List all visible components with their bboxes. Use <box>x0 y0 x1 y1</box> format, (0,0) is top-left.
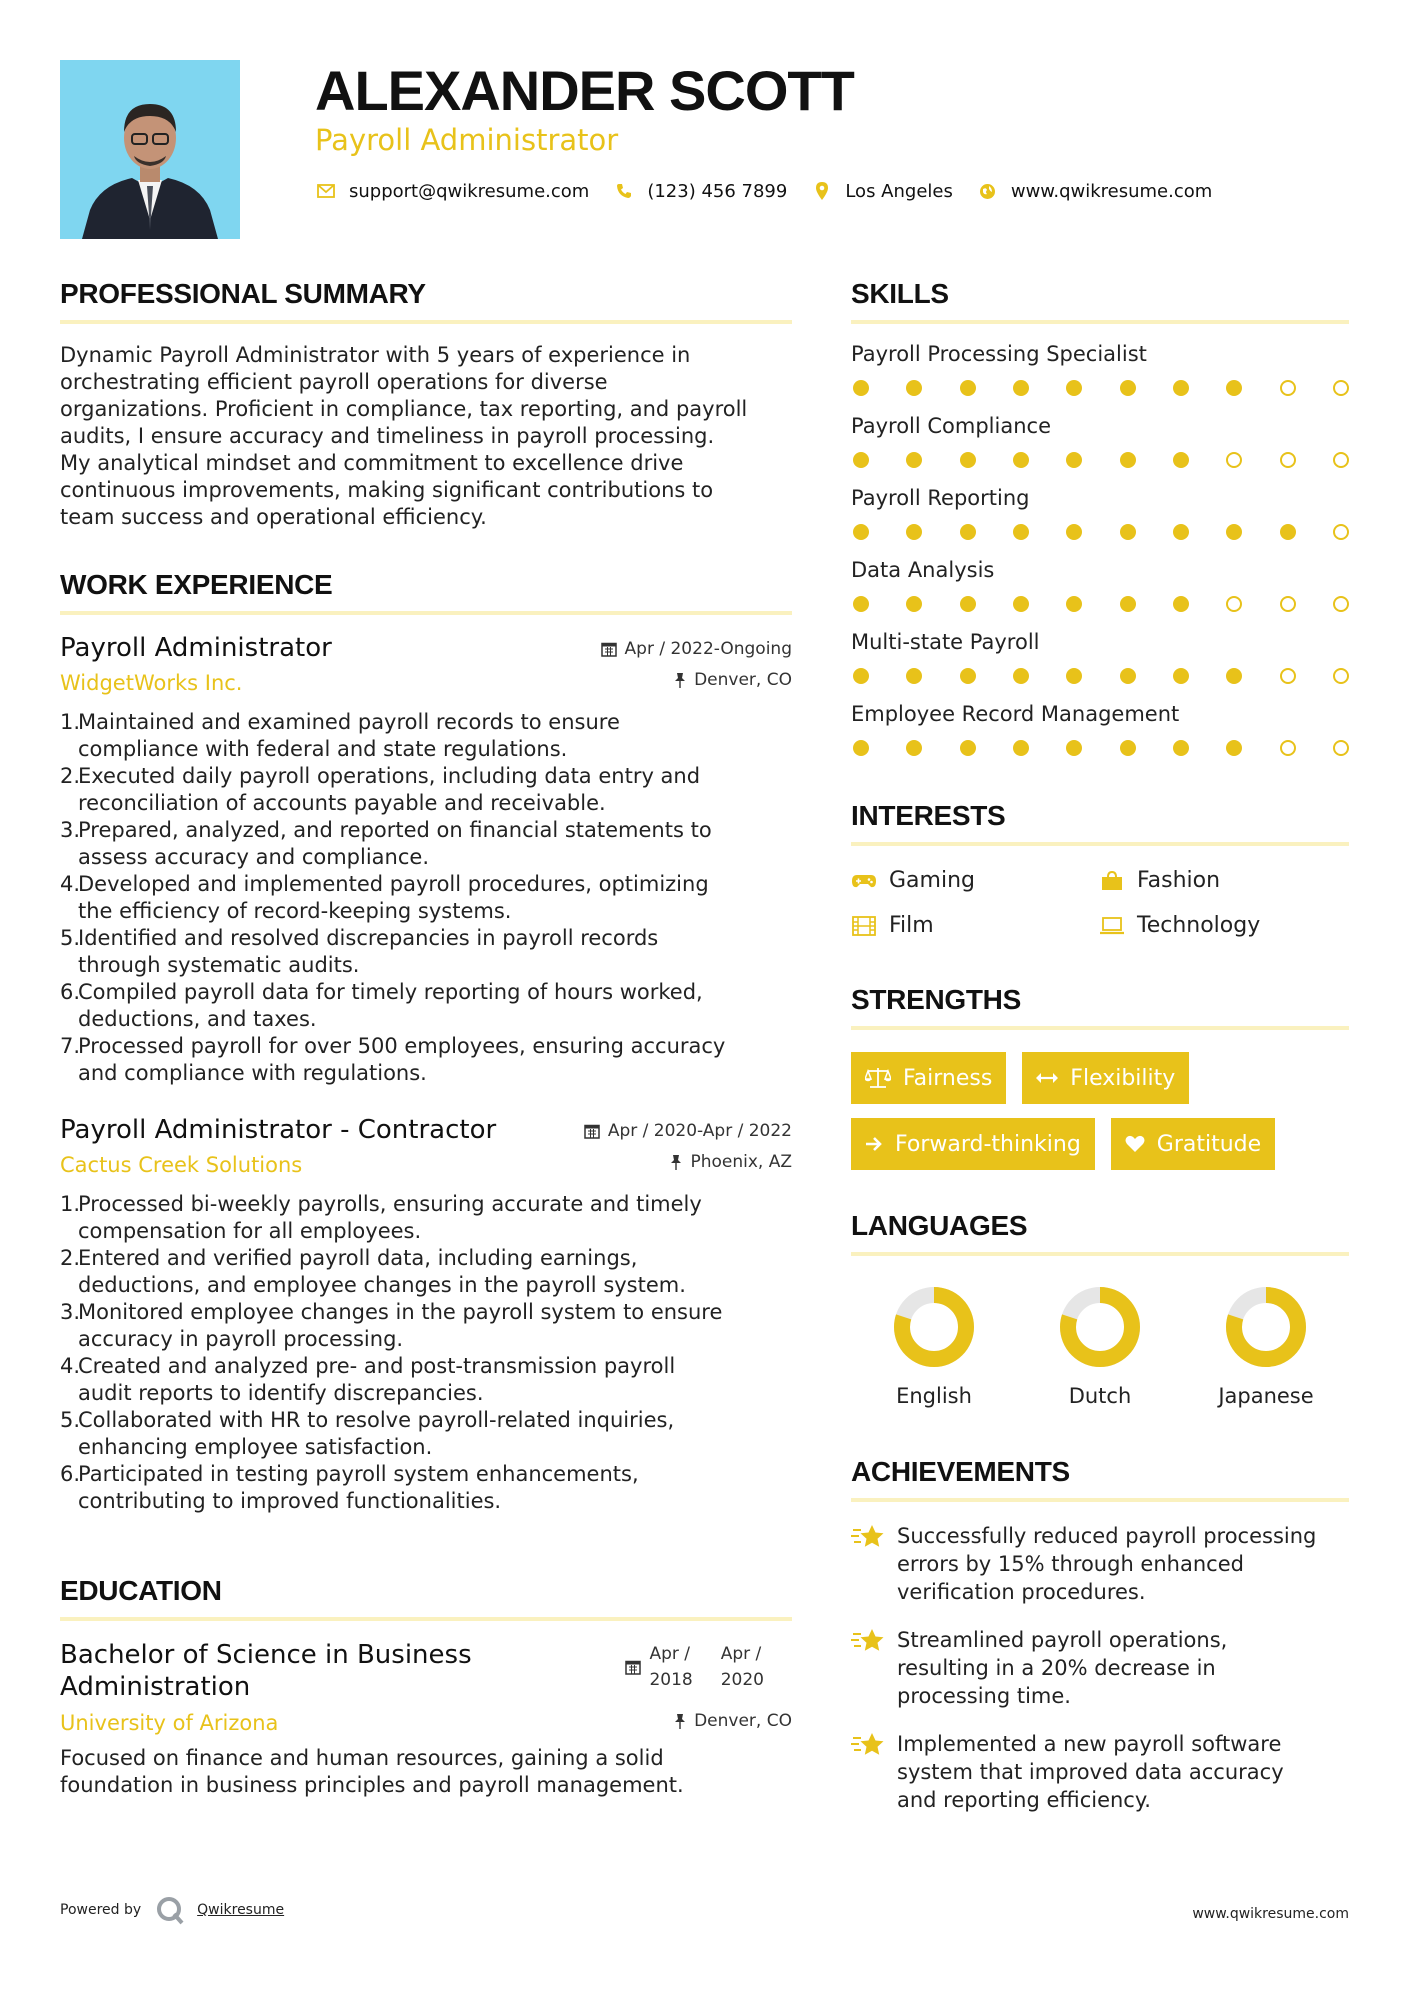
rating-dot-filled <box>960 740 976 756</box>
language-proficiency-donut <box>1223 1284 1309 1370</box>
rating-dot-filled <box>1013 596 1029 612</box>
job-company: Cactus Creek Solutions <box>60 1153 303 1177</box>
rating-dot-empty <box>1226 452 1242 468</box>
job-dates <box>601 639 792 659</box>
section-divider <box>60 611 792 615</box>
section-divider <box>60 320 792 324</box>
skill-rating <box>851 452 1349 468</box>
contact-location-text: Los Angeles <box>845 180 953 202</box>
skill-rating <box>851 524 1349 540</box>
calendar-icon <box>584 1123 600 1139</box>
rating-dot-filled <box>853 380 869 396</box>
contact-email-text: support@qwikresume.com <box>349 180 590 202</box>
education-desc-line: foundation in business principles and payroll management. <box>60 1773 684 1797</box>
interests-title: INTERESTS <box>851 800 1006 831</box>
list-item: 4. Created and analyzed pre- and post-transmission payroll audit reports to identify discrepancies. <box>60 1354 676 1405</box>
skills-list <box>851 342 1349 756</box>
language-item <box>1183 1284 1349 1408</box>
list-item: 3. Monitored employee changes in the payroll system to ensure accuracy in payroll processing. <box>60 1300 723 1351</box>
language-name: English <box>896 1384 972 1408</box>
person-avatar-icon <box>60 60 240 239</box>
map-pin-icon <box>811 180 833 202</box>
skills-section <box>851 278 1349 756</box>
section-divider <box>851 1498 1349 1502</box>
interest-label: Fashion <box>1137 868 1221 893</box>
rating-dot-filled <box>853 452 869 468</box>
rating-dot-filled <box>1173 740 1189 756</box>
skill-item <box>851 414 1349 468</box>
education-dates <box>625 1641 792 1693</box>
section-divider <box>851 1026 1349 1030</box>
language-proficiency-donut <box>891 1284 977 1370</box>
interest-item <box>1099 913 1349 938</box>
skills-title: SKILLS <box>851 278 949 309</box>
rating-dot-filled <box>1066 668 1082 684</box>
list-item: 7. Processed payroll for over 500 employees, ensuring accuracy and compliance with regulations. <box>60 1034 726 1085</box>
list-item: 2. Executed daily payroll operations, including data entry and reconciliation of accounts payable and receivable. <box>60 764 701 815</box>
rating-dot-filled <box>1226 524 1242 540</box>
education-section <box>60 1575 792 1799</box>
right-column <box>851 278 1349 1814</box>
education-title: EDUCATION <box>60 1575 222 1606</box>
contact-phone-text: (123) 456 7899 <box>647 180 788 202</box>
qwikresume-link[interactable]: Qwikresume <box>197 1902 285 1918</box>
summary-line: audits, I ensure accuracy and timeliness in payroll processing. <box>60 424 715 448</box>
section-divider <box>851 320 1349 324</box>
language-item <box>1017 1284 1183 1408</box>
interests-list <box>851 868 1349 938</box>
qwikresume-logo-icon <box>155 1895 185 1925</box>
job-bullets <box>60 709 792 1087</box>
education-location-text: Denver, CO <box>694 1711 792 1731</box>
interest-label: Film <box>889 913 934 938</box>
strengths-title: STRENGTHS <box>851 984 1021 1015</box>
contact-website-text: www.qwikresume.com <box>1010 180 1213 202</box>
summary-title: PROFESSIONAL SUMMARY <box>60 278 426 309</box>
rating-dot-filled <box>960 380 976 396</box>
summary-line: orchestrating efficient payroll operations for diverse <box>60 370 608 394</box>
rating-dot-empty <box>1333 740 1349 756</box>
footer-powered-by <box>60 1895 284 1925</box>
rating-dot-filled <box>1066 380 1082 396</box>
calendar-icon <box>601 641 617 657</box>
interest-item <box>851 913 1099 938</box>
laptop-icon <box>1099 915 1125 937</box>
education-end <box>721 1641 764 1693</box>
experience-title: WORK EXPERIENCE <box>60 569 333 600</box>
summary-line: Dynamic Payroll Administrator with 5 years of experience in <box>60 343 691 367</box>
profile-photo <box>60 60 240 239</box>
rating-dot-filled <box>1280 524 1296 540</box>
heart-icon <box>1125 1135 1145 1153</box>
interest-label: Gaming <box>889 868 975 893</box>
skill-name: Multi-state Payroll <box>851 630 1040 654</box>
rating-dot-filled <box>853 740 869 756</box>
skill-name: Payroll Compliance <box>851 414 1051 438</box>
job-bullets <box>60 1191 792 1515</box>
strength-tag <box>1111 1118 1275 1170</box>
list-item: 1. Processed bi-weekly payrolls, ensuring accurate and timely compensation for all employees. <box>60 1192 702 1243</box>
achievement-item <box>851 1626 1349 1710</box>
bag-icon <box>1099 870 1125 892</box>
balance-scale-icon <box>865 1067 891 1089</box>
pushpin-icon <box>674 672 686 688</box>
rating-dot-filled <box>906 596 922 612</box>
rating-dot-filled <box>1173 668 1189 684</box>
contact-phone[interactable] <box>613 180 787 202</box>
summary-section <box>60 278 792 531</box>
education-end-month: Apr / <box>720 1644 762 1664</box>
list-item: 2. Entered and verified payroll data, including earnings, deductions, and employee changes in the payroll system. <box>60 1246 686 1297</box>
job-location <box>584 1152 792 1172</box>
job-meta <box>584 1121 792 1172</box>
skill-name: Employee Record Management <box>851 702 1180 726</box>
arrow-right-icon <box>865 1136 883 1152</box>
degree-line: Bachelor of Science in Business <box>60 1640 472 1670</box>
rating-dot-filled <box>1066 596 1082 612</box>
rating-dot-filled <box>1226 740 1242 756</box>
education-start-year: 2018 <box>649 1670 693 1690</box>
list-item: 6. Participated in testing payroll system enhancements, contributing to improved functionalities. <box>60 1462 639 1513</box>
rating-dot-filled <box>1013 524 1029 540</box>
language-name: Dutch <box>1068 1384 1132 1408</box>
rating-dot-filled <box>1173 596 1189 612</box>
rating-dot-filled <box>906 524 922 540</box>
achievement-item <box>851 1730 1349 1814</box>
education-description <box>60 1745 792 1799</box>
rating-dot-filled <box>1013 452 1029 468</box>
strength-tag <box>851 1118 1095 1170</box>
rating-dot-filled <box>1173 524 1189 540</box>
rating-dot-empty <box>1333 524 1349 540</box>
rating-dot-filled <box>853 596 869 612</box>
job-dates <box>584 1121 792 1141</box>
rating-dot-filled <box>1120 740 1136 756</box>
rating-dot-empty <box>1333 380 1349 396</box>
list-item: 3. Prepared, analyzed, and reported on financial statements to assess accuracy and compliance. <box>60 818 712 869</box>
skill-name: Payroll Processing Specialist <box>851 342 1147 366</box>
list-item: 5. Identified and resolved discrepancies in payroll records through systematic audits. <box>60 926 659 977</box>
skill-rating <box>851 740 1349 756</box>
language-item <box>851 1284 1017 1408</box>
strength-tag <box>851 1052 1006 1104</box>
rating-dot-filled <box>1226 380 1242 396</box>
contact-email[interactable] <box>315 180 589 202</box>
skill-item <box>851 342 1349 396</box>
list-item: 1. Maintained and examined payroll records to ensure compliance with federal and state regulations. <box>60 710 620 761</box>
star-medal-icon <box>851 1730 897 1814</box>
skill-item <box>851 630 1349 684</box>
strengths-list <box>851 1052 1349 1170</box>
rating-dot-filled <box>1120 524 1136 540</box>
achievement-item <box>851 1522 1349 1606</box>
interest-item <box>851 868 1099 893</box>
interest-item <box>1099 868 1349 893</box>
skill-rating <box>851 380 1349 396</box>
summary-line: organizations. Proficient in compliance, tax reporting, and payroll <box>60 397 748 421</box>
education-entry <box>60 1639 792 1799</box>
rating-dot-empty <box>1280 668 1296 684</box>
achievements-section <box>851 1456 1349 1814</box>
strength-tag <box>1022 1052 1189 1104</box>
rating-dot-filled <box>1013 740 1029 756</box>
strength-label: Gratitude <box>1156 1131 1262 1157</box>
list-item: 6. Compiled payroll data for timely reporting of hours worked, deductions, and taxes. <box>60 980 703 1031</box>
education-desc-line: Focused on finance and human resources, gaining a solid <box>60 1746 664 1770</box>
candidate-name: ALEXANDER SCOTT <box>315 59 854 122</box>
contact-location <box>811 180 953 202</box>
rating-dot-filled <box>1173 452 1189 468</box>
achievement-text: Implemented a new payroll software system that improved data accuracy and reporting efficiency. <box>897 1732 1284 1812</box>
rating-dot-filled <box>960 596 976 612</box>
skill-rating <box>851 668 1349 684</box>
languages-list <box>851 1284 1349 1408</box>
job-title: Payroll Administrator <box>60 633 332 663</box>
job-location-text: Phoenix, AZ <box>690 1152 792 1172</box>
globe-icon <box>977 180 999 202</box>
job-title: Payroll Administrator - Contractor <box>60 1115 497 1145</box>
list-item: 5. Collaborated with HR to resolve payroll-related inquiries, enhancing employee satisfaction. <box>60 1408 675 1459</box>
rating-dot-filled <box>906 380 922 396</box>
achievements-title: ACHIEVEMENTS <box>851 1456 1070 1487</box>
language-proficiency-donut <box>1057 1284 1143 1370</box>
job-dates-text: Apr / 2022-Ongoing <box>624 639 792 659</box>
education-meta <box>625 1641 792 1731</box>
star-medal-icon <box>851 1522 897 1606</box>
rating-dot-filled <box>906 740 922 756</box>
phone-icon <box>613 180 635 202</box>
interest-label: Technology <box>1137 913 1261 938</box>
section-divider <box>851 842 1349 846</box>
rating-dot-empty <box>1333 668 1349 684</box>
rating-dot-filled <box>1013 380 1029 396</box>
envelope-icon <box>315 180 337 202</box>
skill-name: Data Analysis <box>851 558 995 582</box>
rating-dot-filled <box>1120 596 1136 612</box>
rating-dot-filled <box>1066 524 1082 540</box>
education-start-month: Apr / <box>649 1644 691 1664</box>
job-location-text: Denver, CO <box>694 670 792 690</box>
languages-section <box>851 1210 1349 1408</box>
contact-bar <box>315 180 1236 202</box>
rating-dot-filled <box>1120 380 1136 396</box>
left-column <box>60 278 792 1799</box>
rating-dot-filled <box>853 524 869 540</box>
powered-by-text: Powered by <box>60 1902 142 1918</box>
rating-dot-filled <box>1066 740 1082 756</box>
achievement-text: Successfully reduced payroll processing errors by 15% through enhanced verification procedures. <box>897 1524 1317 1604</box>
skill-rating <box>851 596 1349 612</box>
film-icon <box>851 915 877 937</box>
skill-item <box>851 486 1349 540</box>
education-start <box>649 1641 692 1693</box>
rating-dot-filled <box>960 524 976 540</box>
rating-dot-filled <box>906 452 922 468</box>
summary-line: My analytical mindset and commitment to excellence drive <box>60 451 684 475</box>
summary-line: continuous improvements, making significant contributions to <box>60 478 714 502</box>
rating-dot-filled <box>1066 452 1082 468</box>
pushpin-icon <box>674 1713 686 1729</box>
rating-dot-empty <box>1280 596 1296 612</box>
rating-dot-filled <box>853 668 869 684</box>
section-divider <box>851 1252 1349 1256</box>
languages-title: LANGUAGES <box>851 1210 1028 1241</box>
section-divider <box>60 1617 792 1621</box>
strength-label: Forward-thinking <box>895 1131 1081 1157</box>
job-entry <box>60 633 792 1087</box>
rating-dot-filled <box>1120 668 1136 684</box>
experience-section <box>60 569 792 1515</box>
skill-name: Payroll Reporting <box>851 486 1030 510</box>
footer-website[interactable]: www.qwikresume.com <box>1192 1906 1349 1922</box>
rating-dot-filled <box>1013 668 1029 684</box>
degree-line: Administration <box>60 1672 251 1702</box>
interests-section <box>851 800 1349 938</box>
calendar-icon <box>625 1659 641 1675</box>
rating-dot-empty <box>1226 596 1242 612</box>
rating-dot-empty <box>1333 452 1349 468</box>
arrows-horizontal-icon <box>1036 1072 1058 1084</box>
list-item: 4. Developed and implemented payroll procedures, optimizing the efficiency of record-keeping systems. <box>60 872 709 923</box>
strength-label: Fairness <box>903 1065 993 1091</box>
strength-label: Flexibility <box>1070 1065 1176 1091</box>
candidate-role: Payroll Administrator <box>315 123 619 157</box>
rating-dot-filled <box>1120 452 1136 468</box>
rating-dot-empty <box>1280 380 1296 396</box>
rating-dot-empty <box>1333 596 1349 612</box>
star-medal-icon <box>851 1626 897 1710</box>
gamepad-icon <box>851 870 877 892</box>
job-dates-text: Apr / 2020-Apr / 2022 <box>607 1121 792 1141</box>
summary-line: team success and operational efficiency. <box>60 505 487 529</box>
rating-dot-filled <box>1226 668 1242 684</box>
rating-dot-filled <box>1173 380 1189 396</box>
language-name: Japanese <box>1218 1384 1314 1408</box>
job-company: WidgetWorks Inc. <box>60 671 243 695</box>
job-location <box>601 670 792 690</box>
contact-website[interactable] <box>977 180 1212 202</box>
achievement-text: Streamlined payroll operations, resulting in a 20% decrease in processing time. <box>897 1628 1228 1708</box>
rating-dot-filled <box>906 668 922 684</box>
school-name: University of Arizona <box>60 1711 279 1735</box>
education-location <box>625 1711 792 1731</box>
education-end-year: 2020 <box>720 1670 764 1690</box>
pushpin-icon <box>670 1154 682 1170</box>
rating-dot-filled <box>960 452 976 468</box>
job-meta <box>601 639 792 690</box>
job-entry <box>60 1115 792 1515</box>
rating-dot-filled <box>960 668 976 684</box>
strengths-section <box>851 984 1349 1170</box>
skill-item <box>851 702 1349 756</box>
summary-text <box>60 342 792 531</box>
skill-item <box>851 558 1349 612</box>
rating-dot-empty <box>1280 740 1296 756</box>
rating-dot-empty <box>1280 452 1296 468</box>
